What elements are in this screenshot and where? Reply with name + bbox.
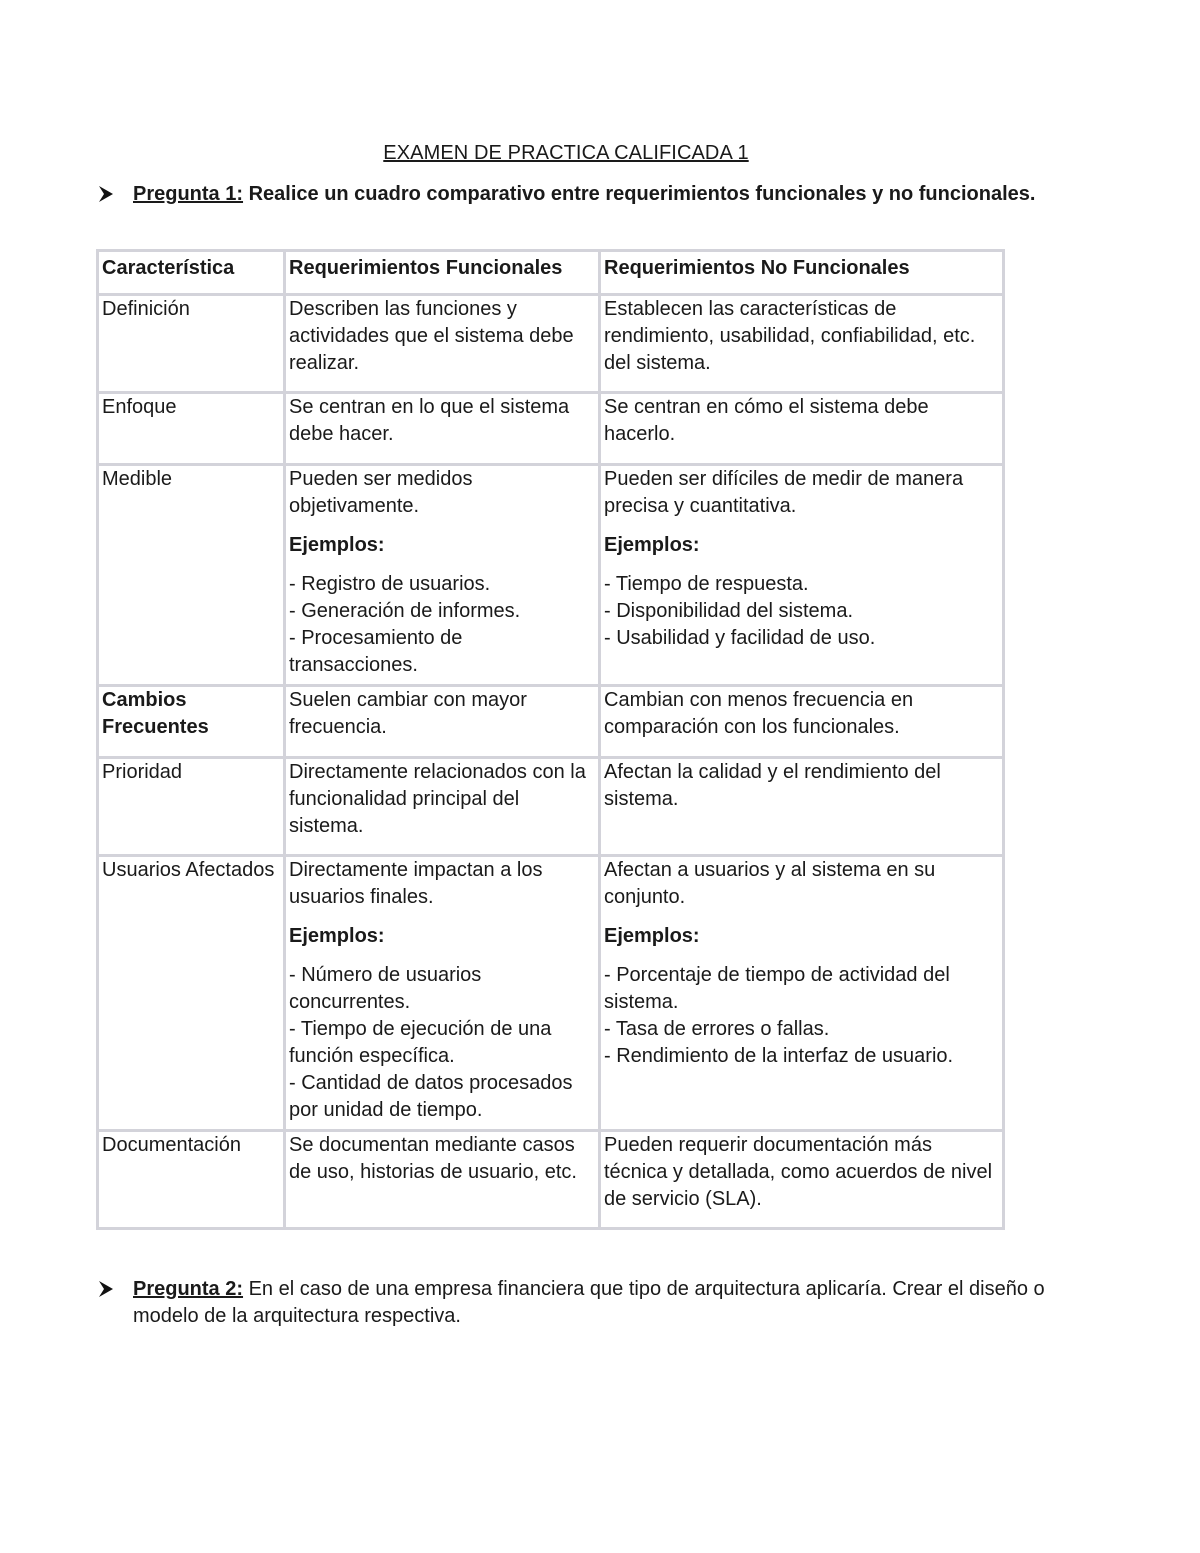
cell-text: Directamente impactan a los usuarios finales. — [289, 859, 543, 908]
examples-label: Ejemplos: — [289, 534, 385, 556]
table-row-cambios — [98, 686, 1004, 758]
arrowhead-bullet-icon — [97, 185, 115, 203]
table-row-medible — [98, 465, 1004, 686]
question-2 — [133, 1276, 1053, 1330]
examples-label: Ejemplos: — [604, 534, 700, 556]
nonfunctional-cell: Se centran en cómo el sistema debe hacerlo. — [600, 393, 1004, 465]
table-row-usuarios — [98, 856, 1004, 1131]
functional-cell: Se centran en lo que el sistema debe hacer. — [285, 393, 600, 465]
question-1-text: Realice un cuadro comparativo entre requerimientos funcionales y no funcionales. — [243, 183, 1036, 205]
table-row-documentacion — [98, 1131, 1004, 1229]
nonfunctional-cell: Cambian con menos frecuencia en comparación con los funcionales. — [600, 686, 1004, 758]
feature-cell: Cambios Frecuentes — [98, 686, 285, 758]
header-functional: Requerimientos Funcionales — [285, 251, 600, 295]
example-item: - Generación de informes. — [289, 600, 521, 622]
nonfunctional-cell — [600, 465, 1004, 686]
nonfunctional-cell: Establecen las características de rendimiento, usabilidad, confiabilidad, etc. del sistema. — [600, 295, 1004, 393]
example-item: - Cantidad de datos procesados por unidad de tiempo. — [289, 1072, 573, 1121]
table-row-definicion — [98, 295, 1004, 393]
arrowhead-bullet-icon — [97, 1280, 115, 1298]
example-item: - Procesamiento de transacciones. — [289, 627, 463, 676]
functional-cell — [285, 856, 600, 1131]
header-nonfunctional: Requerimientos No Funcionales — [600, 251, 1004, 295]
example-item: - Porcentaje de tiempo de actividad del sistema. — [604, 964, 950, 1013]
comparison-table — [96, 249, 1005, 1230]
question-2-label: Pregunta 2: — [133, 1278, 244, 1300]
functional-cell: Se documentan mediante casos de uso, historias de usuario, etc. — [285, 1131, 600, 1229]
header-feature: Característica — [98, 251, 285, 295]
question-1-label: Pregunta 1: — [133, 183, 244, 205]
nonfunctional-cell — [600, 856, 1004, 1131]
example-item: - Registro de usuarios. — [289, 573, 491, 595]
functional-cell: Directamente relacionados con la funcionalidad principal del sistema. — [285, 758, 600, 856]
table-header-row — [98, 251, 1004, 295]
table-row-prioridad — [98, 758, 1004, 856]
page-title: EXAMEN DE PRACTICA CALIFICADA 1 — [383, 142, 749, 164]
examples-label: Ejemplos: — [604, 925, 700, 947]
feature-cell: Prioridad — [98, 758, 285, 856]
nonfunctional-cell: Pueden requerir documentación más técnica y detallada, como acuerdos de nivel de servicio (SLA). — [600, 1131, 1004, 1229]
examples-label: Ejemplos: — [289, 925, 385, 947]
example-item: - Tiempo de respuesta. — [604, 573, 809, 595]
nonfunctional-cell: Afectan la calidad y el rendimiento del sistema. — [600, 758, 1004, 856]
feature-cell: Enfoque — [98, 393, 285, 465]
feature-cell: Definición — [98, 295, 285, 393]
example-item: - Tasa de errores o fallas. — [604, 1018, 830, 1040]
table-row-enfoque — [98, 393, 1004, 465]
feature-cell: Documentación — [98, 1131, 285, 1229]
example-item: - Número de usuarios concurrentes. — [289, 964, 482, 1013]
example-item: - Rendimiento de la interfaz de usuario. — [604, 1045, 954, 1067]
cell-text: Afectan a usuarios y al sistema en su conjunto. — [604, 859, 936, 908]
example-item: - Usabilidad y facilidad de uso. — [604, 627, 876, 649]
feature-cell: Medible — [98, 465, 285, 686]
question-2-text: En el caso de una empresa financiera que tipo de arquitectura aplicaría. Crear el diseño o modelo de la arquitectura respectiva. — [133, 1278, 1045, 1327]
functional-cell: Suelen cambiar con mayor frecuencia. — [285, 686, 600, 758]
example-item: - Tiempo de ejecución de una función específica. — [289, 1018, 552, 1067]
functional-cell — [285, 465, 600, 686]
cell-text: Pueden ser difíciles de medir de manera precisa y cuantitativa. — [604, 468, 964, 517]
question-1 — [133, 181, 1053, 208]
example-item: - Disponibilidad del sistema. — [604, 600, 854, 622]
cell-text: Pueden ser medidos objetivamente. — [289, 468, 473, 517]
feature-cell: Usuarios Afectados — [98, 856, 285, 1131]
functional-cell: Describen las funciones y actividades que el sistema debe realizar. — [285, 295, 600, 393]
